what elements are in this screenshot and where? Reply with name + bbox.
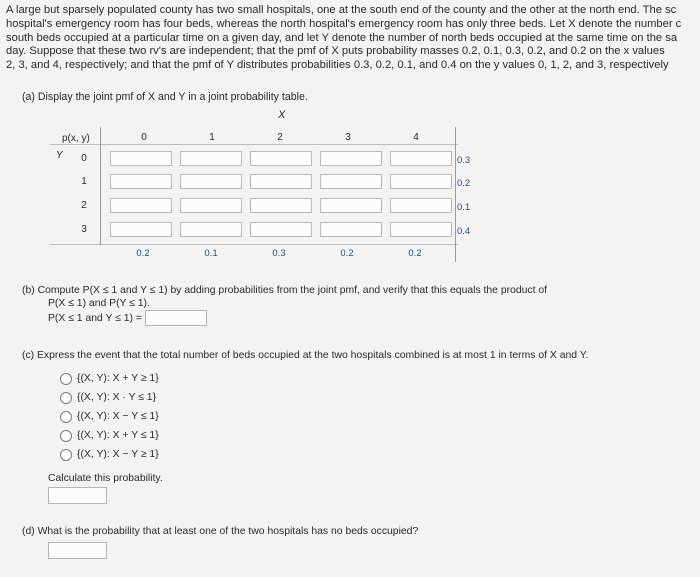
part-d-answer-input[interactable] [48, 542, 107, 559]
radio-button[interactable] [60, 373, 72, 385]
table-body-rule [50, 244, 458, 245]
pmf-cell-input[interactable] [110, 222, 172, 237]
calculate-label: Calculate this probability. [48, 473, 163, 484]
radio-button[interactable] [60, 411, 72, 423]
col-marginal: 0.3 [272, 248, 286, 259]
radio-button[interactable] [60, 449, 72, 461]
joint-pmf-table [50, 107, 471, 262]
option-label: {(X, Y): X · Y ≤ 1} [77, 392, 157, 403]
pmf-cell-input[interactable] [110, 151, 172, 166]
pmf-cell-input[interactable] [320, 174, 382, 189]
col-header: 3 [345, 132, 351, 143]
pmf-cell-input[interactable] [320, 222, 382, 237]
col-marginal: 0.2 [340, 248, 354, 259]
row-header: 2 [81, 200, 87, 211]
table-left-rule [100, 127, 101, 245]
col-marginal: 0.2 [408, 248, 422, 259]
part-b-answer-input[interactable] [145, 310, 207, 326]
col-header: 4 [413, 132, 419, 143]
row-header: 0 [81, 153, 87, 164]
pmf-cell-input[interactable] [390, 198, 452, 213]
part-b-answer-row [48, 310, 547, 326]
problem-statement [6, 4, 700, 73]
y-axis-label: Y [56, 150, 63, 161]
pmf-cell-input[interactable] [390, 222, 452, 237]
row-marginal: 0.2 [457, 178, 471, 189]
x-axis-label: X [278, 109, 286, 121]
pmf-cell-input[interactable] [320, 151, 382, 166]
pmf-cell-input[interactable] [250, 151, 312, 166]
row-header: 3 [81, 224, 87, 235]
intro-line: 2, 3, and 4, respectively; and that the pmf of Y distributes probabilities 0.3, 0.2, 0.1, and 0.4 on the y values 0, 1, 2, and 3, respectively [6, 59, 669, 72]
row-header: 1 [81, 176, 87, 187]
pmf-cell-input[interactable] [180, 151, 242, 166]
pmf-cell-input[interactable] [250, 198, 312, 213]
pmf-cell-input[interactable] [180, 174, 242, 189]
pmf-cell-input[interactable] [250, 174, 312, 189]
option-label: {(X, Y): X + Y ≤ 1} [77, 430, 159, 441]
option-radio-row[interactable] [60, 445, 159, 464]
pmf-cell-input[interactable] [390, 174, 452, 189]
part-b-question: (b) Compute P(X ≤ 1 and Y ≤ 1) by adding probabilities from the joint pmf, and verify that this equals the product of [22, 285, 548, 296]
radio-button[interactable] [60, 430, 72, 442]
radio-button[interactable] [60, 392, 72, 404]
pmf-cell-input[interactable] [180, 198, 242, 213]
row-marginal: 0.3 [457, 155, 471, 166]
part-b [22, 284, 547, 326]
pmf-cell-input[interactable] [110, 174, 172, 189]
pmf-cell-input[interactable] [110, 198, 172, 213]
part-b-answer-label: P(X ≤ 1 and Y ≤ 1) = [48, 312, 142, 324]
intro-line: hospital's emergency room has four beds, whereas the north hospital's emergency room has only three beds. Let X denote the number c [6, 17, 682, 30]
pmf-cell-input[interactable] [390, 151, 452, 166]
part-c-options [60, 369, 159, 464]
option-radio-row[interactable] [60, 388, 159, 407]
intro-line: day. Suppose that these two rv's are independent; that the pmf of X puts probability masses 0.2, 0.1, 0.3, 0.2, and 0.2 on the x values [6, 45, 665, 58]
part-c-question: (c) Express the event that the total number of beds occupied at the two hospitals combined is at most 1 in terms of X and Y. [22, 350, 589, 361]
row-marginal: 0.1 [457, 202, 471, 213]
option-label: {(X, Y): X + Y ≥ 1} [77, 373, 159, 384]
part-b-question-cont: P(X ≤ 1) and P(Y ≤ 1). [48, 298, 150, 309]
row-marginal: 0.4 [457, 226, 471, 237]
pmf-cell-input[interactable] [320, 198, 382, 213]
col-header: 2 [277, 132, 283, 143]
part-d-question: (d) What is the probability that at least one of the two hospitals has no beds occupied? [22, 526, 419, 537]
table-header-rule [50, 144, 458, 145]
intro-line: south beds occupied at a particular time on a given day, and let Y denote the number of north beds occupied at the same time on the sa [6, 31, 678, 44]
col-marginal: 0.1 [204, 248, 218, 259]
col-header: 0 [141, 132, 147, 143]
option-label: {(X, Y): X − Y ≥ 1} [77, 449, 159, 460]
table-right-rule [455, 127, 456, 262]
part-a-question: (a) Display the joint pmf of X and Y in a joint probability table. [22, 91, 308, 103]
col-header: 1 [209, 132, 215, 143]
pmf-cell-input[interactable] [250, 222, 312, 237]
intro-line: A large but sparsely populated county has two small hospitals, one at the south end of the county and the other at the north end. The sc [6, 4, 677, 16]
option-label: {(X, Y): X − Y ≤ 1} [77, 411, 159, 422]
corner-label: p(x, y) [62, 133, 90, 144]
part-c-answer-input[interactable] [48, 487, 107, 504]
option-radio-row[interactable] [60, 426, 159, 445]
option-radio-row[interactable] [60, 407, 159, 426]
pmf-cell-input[interactable] [180, 222, 242, 237]
option-radio-row[interactable] [60, 369, 159, 388]
col-marginal: 0.2 [136, 248, 150, 259]
